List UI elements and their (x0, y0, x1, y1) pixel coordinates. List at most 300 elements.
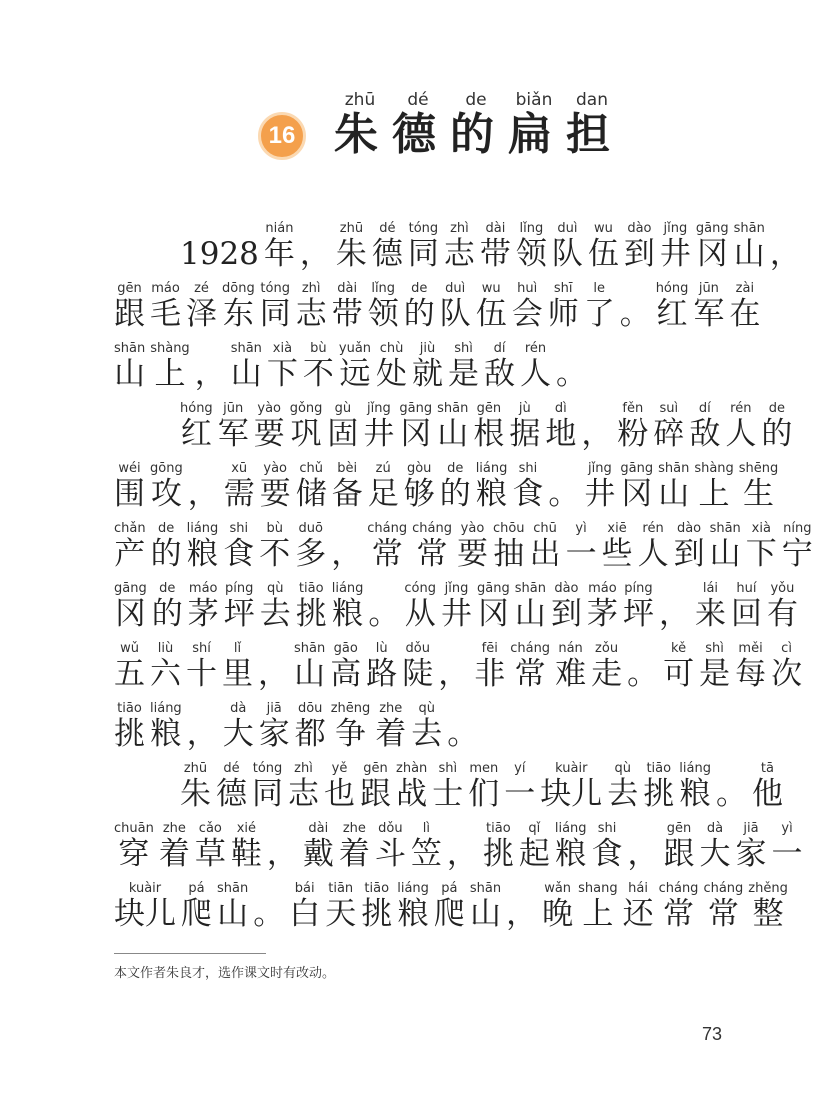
pinyin: shān (469, 881, 502, 896)
pinyin: gù (327, 401, 359, 416)
pinyin: dà (699, 821, 731, 836)
pinyin: shān (733, 221, 765, 236)
pinyin: jiù (412, 341, 444, 356)
text-line (114, 281, 761, 340)
hanzi: 。 (253, 896, 285, 932)
pinyin: dài (302, 821, 334, 836)
pinyin: zhū (335, 221, 367, 236)
text-char (376, 341, 408, 392)
hanzi: 山 (217, 896, 249, 932)
hanzi: 戴 (302, 836, 334, 872)
hanzi: 军 (693, 296, 725, 332)
pinyin: yí (504, 761, 536, 776)
hanzi: 食 (512, 476, 544, 512)
page-number: 73 (702, 1024, 723, 1044)
text-char (180, 236, 259, 272)
pinyin: tiāo (361, 881, 393, 896)
lesson-number-badge: 16 (258, 112, 306, 160)
pinyin: jǐng (584, 461, 616, 476)
text-char (114, 881, 176, 932)
pinyin: zhěng (748, 881, 788, 896)
hanzi: 茅 (187, 596, 219, 632)
text-char (188, 476, 219, 512)
pinyin: cháng (367, 521, 408, 536)
pinyin: píng (223, 581, 255, 596)
pinyin: gāng (399, 401, 433, 416)
pinyin: yào (456, 521, 488, 536)
hanzi: 围 (114, 476, 145, 512)
hanzi: 敌 (484, 356, 516, 392)
text-char (761, 401, 793, 452)
text-char (223, 461, 255, 512)
text-char (659, 221, 691, 272)
pinyin: gēn (360, 761, 391, 776)
text-char (748, 881, 788, 932)
pinyin: zhì (288, 761, 319, 776)
hanzi: 常 (412, 536, 452, 572)
pinyin: jiā (735, 821, 767, 836)
pinyin: dōng (222, 281, 255, 296)
footnote-divider (114, 953, 266, 954)
pinyin: shi (591, 821, 623, 836)
text-char (540, 761, 603, 812)
text-char (186, 641, 217, 692)
text-char (520, 341, 552, 392)
hanzi: 攻 (150, 476, 183, 512)
hanzi: ， (658, 596, 690, 632)
text-char (412, 341, 444, 392)
pinyin: xiē (601, 521, 633, 536)
pinyin: liáng (679, 761, 711, 776)
hanzi: 志 (443, 236, 475, 272)
pinyin: shí (186, 641, 217, 656)
text-char (482, 821, 514, 872)
pinyin: xié (230, 821, 262, 836)
hanzi: 地 (545, 416, 577, 452)
title-char (392, 90, 444, 160)
pinyin: gēn (114, 281, 145, 296)
pinyin: bái (289, 881, 321, 896)
pinyin: máo (586, 581, 618, 596)
pinyin: gēn (663, 821, 695, 836)
pinyin: jǐng (441, 581, 472, 596)
pinyin: zài (729, 281, 761, 296)
pinyin: tóng (259, 281, 291, 296)
pinyin: liáng (475, 461, 508, 476)
pinyin: zhe (158, 821, 190, 836)
hanzi: ， (627, 836, 659, 872)
text-char (695, 221, 729, 272)
text-char (338, 341, 372, 392)
pinyin: rén (637, 521, 669, 536)
pinyin: gāng (695, 221, 729, 236)
pinyin: dé (216, 761, 247, 776)
hanzi: 远 (338, 356, 372, 392)
hanzi: 粮 (397, 896, 429, 932)
pinyin: liù (150, 641, 181, 656)
hanzi: 家 (258, 716, 290, 752)
pinyin: gòu (403, 461, 435, 476)
text-char (366, 641, 398, 692)
pinyin: jiā (258, 701, 290, 716)
pinyin: gāng (114, 581, 147, 596)
hanzi: 上 (150, 356, 190, 392)
hanzi: 巩 (289, 416, 323, 452)
pinyin: lǐng (515, 221, 547, 236)
pinyin: cǎo (194, 821, 226, 836)
text-char (514, 581, 546, 632)
text-char (716, 776, 747, 812)
text-char (327, 401, 359, 452)
text-char (150, 341, 190, 392)
text-char (158, 821, 190, 872)
text-char (399, 401, 433, 452)
text-char (180, 761, 211, 812)
text-char (637, 521, 669, 572)
text-char (410, 821, 442, 872)
text-char (114, 341, 146, 392)
text-char (547, 281, 579, 332)
text-char (551, 221, 583, 272)
text-char (222, 641, 253, 692)
text-char (363, 401, 395, 452)
pinyin: liáng (397, 881, 429, 896)
pinyin: yì (771, 821, 803, 836)
hanzi: 山 (469, 896, 502, 932)
hanzi: 六 (150, 656, 181, 692)
hanzi: 。 (627, 656, 659, 692)
hanzi: 师 (547, 296, 579, 332)
text-char (294, 641, 326, 692)
hanzi: 不 (302, 356, 334, 392)
hanzi: 挑 (361, 896, 393, 932)
title-char (566, 90, 618, 160)
hanzi: 朱 (335, 236, 367, 272)
pinyin: gāng (477, 581, 510, 596)
hanzi: 带 (479, 236, 511, 272)
text-char (545, 401, 577, 452)
text-line (180, 762, 800, 820)
text-line (114, 581, 798, 640)
pinyin: shì (699, 641, 731, 656)
text-char (468, 761, 500, 812)
pinyin: shān (114, 341, 146, 356)
text-char (751, 761, 783, 812)
pinyin: men (468, 761, 500, 776)
hanzi: 来 (694, 596, 726, 632)
pinyin: tiāo (114, 701, 145, 716)
text-char (766, 581, 798, 632)
hanzi: 块儿 (540, 776, 603, 812)
pinyin: xià (266, 341, 298, 356)
text-char (607, 761, 639, 812)
text-char (230, 821, 262, 872)
hanzi: 都 (294, 716, 326, 752)
hanzi: 粮 (186, 536, 219, 572)
text-char (114, 641, 145, 692)
text-char (295, 461, 327, 512)
text-char (396, 761, 428, 812)
hanzi: 。 (556, 356, 588, 392)
hanzi: 了 (583, 296, 615, 332)
pinyin: dé (371, 221, 403, 236)
text-char (433, 881, 465, 932)
pinyin: bèi (331, 461, 363, 476)
pinyin: qù (411, 701, 443, 716)
pinyin: wu (587, 221, 619, 236)
text-char (770, 236, 801, 272)
hanzi: 的 (761, 416, 793, 452)
text-char (252, 761, 283, 812)
pinyin: gōng (150, 461, 183, 476)
hanzi: 斗 (374, 836, 406, 872)
hanzi: 朱 (180, 776, 211, 812)
pinyin: dào (550, 581, 582, 596)
hanzi: 高 (330, 656, 362, 692)
text-char (655, 281, 689, 332)
hanzi: 的 (151, 596, 183, 632)
pinyin: hóng (180, 401, 213, 416)
text-char (330, 641, 362, 692)
text-char (699, 641, 731, 692)
pinyin: kě (663, 641, 695, 656)
text-char (578, 881, 618, 932)
pinyin: zhì (295, 281, 327, 296)
text-char (114, 281, 145, 332)
hanzi: ， (769, 236, 801, 272)
pinyin: tiāo (482, 821, 514, 836)
pinyin: cháng (703, 881, 744, 896)
hanzi: 生 (738, 476, 779, 512)
text-char (288, 761, 319, 812)
pinyin: yào (253, 401, 285, 416)
text-char (437, 401, 469, 452)
text-line (114, 521, 813, 580)
text-char (694, 461, 734, 512)
text-char (620, 296, 651, 332)
pinyin: bù (259, 521, 291, 536)
hanzi: 山 (514, 596, 546, 632)
text-char (658, 881, 699, 932)
text-char (335, 221, 367, 272)
pinyin: pá (433, 881, 465, 896)
pinyin: zhe (338, 821, 370, 836)
text-char (361, 881, 393, 932)
pinyin: shān (230, 341, 262, 356)
text-char (689, 401, 721, 452)
hanzi: 起 (518, 836, 550, 872)
pinyin: shān (217, 881, 249, 896)
hanzi: ， (581, 416, 613, 452)
text-char (738, 461, 779, 512)
hanzi: 冈 (477, 596, 510, 632)
text-char (694, 581, 726, 632)
text-char (367, 461, 399, 512)
text-char (709, 521, 741, 572)
pinyin: suì (653, 401, 685, 416)
hanzi: 争 (330, 716, 371, 752)
text-char (627, 656, 658, 692)
pinyin: hóng (655, 281, 689, 296)
hanzi: 人 (725, 416, 757, 452)
hanzi: 宁 (781, 536, 813, 572)
text-char (475, 281, 507, 332)
hanzi: 里 (222, 656, 253, 692)
hanzi: 粮 (331, 596, 364, 632)
pinyin: lì (410, 821, 442, 836)
text-char (565, 521, 597, 572)
text-char (781, 521, 813, 572)
hanzi: 粉 (617, 416, 649, 452)
text-char (556, 356, 587, 392)
pinyin: shi (512, 461, 544, 476)
hanzi: 年 (263, 236, 295, 272)
text-char (187, 716, 218, 752)
hanzi: ， (331, 536, 363, 572)
text-char (217, 881, 249, 932)
text-char (258, 701, 290, 752)
hanzi: 固 (327, 416, 359, 452)
hanzi: 陡 (402, 656, 434, 692)
text-char (447, 716, 478, 752)
pinyin: kuàir (540, 761, 603, 776)
pinyin: fěn (617, 401, 649, 416)
text-char (771, 821, 803, 872)
pinyin: zhēng (330, 701, 371, 716)
hanzi: 要 (259, 476, 291, 512)
text-char (725, 401, 757, 452)
pinyin: máo (150, 281, 181, 296)
text-char (620, 461, 654, 512)
hanzi: 食 (591, 836, 623, 872)
hanzi: 上 (578, 896, 618, 932)
pinyin: gāo (330, 641, 362, 656)
hanzi: 次 (771, 656, 803, 692)
text-char (529, 521, 561, 572)
text-char (217, 401, 249, 452)
pinyin: cháng (658, 881, 699, 896)
text-char (735, 821, 767, 872)
text-line (114, 461, 779, 520)
lesson-title (334, 90, 624, 160)
text-char (473, 401, 505, 452)
pinyin: yì (565, 521, 597, 536)
pinyin: shān (437, 401, 469, 416)
hanzi: 挑 (482, 836, 514, 872)
hanzi: 挑 (643, 776, 675, 812)
text-char (180, 401, 213, 452)
hanzi: ， (186, 716, 218, 752)
hanzi: 是 (699, 656, 731, 692)
pinyin: chū (529, 521, 561, 536)
text-char (360, 761, 391, 812)
hanzi: 粮 (679, 776, 711, 812)
hanzi: 下 (745, 536, 777, 572)
hanzi: 从 (404, 596, 436, 632)
hanzi: 粮 (475, 476, 508, 512)
hanzi: 山 (230, 356, 262, 392)
text-char (581, 416, 612, 452)
pinyin: dà (222, 701, 254, 716)
text-char (302, 341, 334, 392)
pinyin: yào (259, 461, 291, 476)
hanzi: 士 (432, 776, 464, 812)
hanzi: 笠 (410, 836, 442, 872)
title-char (450, 90, 502, 160)
text-char (591, 641, 623, 692)
hanzi: 足 (367, 476, 399, 512)
hanzi: 们 (468, 776, 500, 812)
text-char (492, 521, 525, 572)
hanzi: 在 (729, 296, 761, 332)
text-char (186, 281, 217, 332)
hanzi: 也 (324, 776, 355, 812)
text-char (583, 281, 615, 332)
hanzi: 白 (289, 896, 321, 932)
text-char (331, 281, 363, 332)
hanzi: 朱 (334, 109, 386, 160)
pinyin: shàng (150, 341, 190, 356)
hanzi: 毛 (150, 296, 181, 332)
hanzi: 大 (222, 716, 254, 752)
hanzi: 人 (520, 356, 552, 392)
hanzi: ， (194, 356, 226, 392)
hanzi: 产 (114, 536, 146, 572)
hanzi: 十 (186, 656, 217, 692)
text-char (186, 521, 219, 572)
pinyin: shān (294, 641, 326, 656)
pinyin: de (439, 461, 471, 476)
pinyin: huí (730, 581, 762, 596)
text-line (114, 702, 734, 760)
text-char (673, 521, 705, 572)
hanzi: 井 (441, 596, 472, 632)
pinyin: qǐ (518, 821, 550, 836)
text-char (114, 821, 154, 872)
hanzi: 队 (551, 236, 583, 272)
hanzi: 据 (509, 416, 541, 452)
text-char (512, 461, 544, 512)
hanzi: 德 (371, 236, 403, 272)
hanzi: 的 (450, 109, 502, 160)
hanzi: 去 (607, 776, 639, 812)
hanzi: 需 (223, 476, 255, 512)
pinyin: dōu (294, 701, 326, 716)
pinyin: dài (331, 281, 363, 296)
text-char (295, 521, 327, 572)
pinyin: qù (259, 581, 291, 596)
pinyin: de (150, 521, 182, 536)
text-char (407, 221, 439, 272)
text-char (114, 521, 146, 572)
pinyin: cháng (510, 641, 551, 656)
pinyin: jù (509, 401, 541, 416)
pinyin: shì (432, 761, 464, 776)
hanzi: 去 (411, 716, 443, 752)
text-char (622, 581, 654, 632)
pinyin: dǒu (402, 641, 434, 656)
hanzi: 多 (295, 536, 327, 572)
hanzi: 常 (703, 896, 744, 932)
hanzi: 食 (223, 536, 255, 572)
hanzi: ， (446, 836, 478, 872)
text-char (548, 476, 579, 512)
hanzi: ， (438, 656, 470, 692)
text-char (194, 821, 226, 872)
hanzi: 爬 (433, 896, 465, 932)
pinyin: tiān (325, 881, 357, 896)
text-char (263, 221, 295, 272)
